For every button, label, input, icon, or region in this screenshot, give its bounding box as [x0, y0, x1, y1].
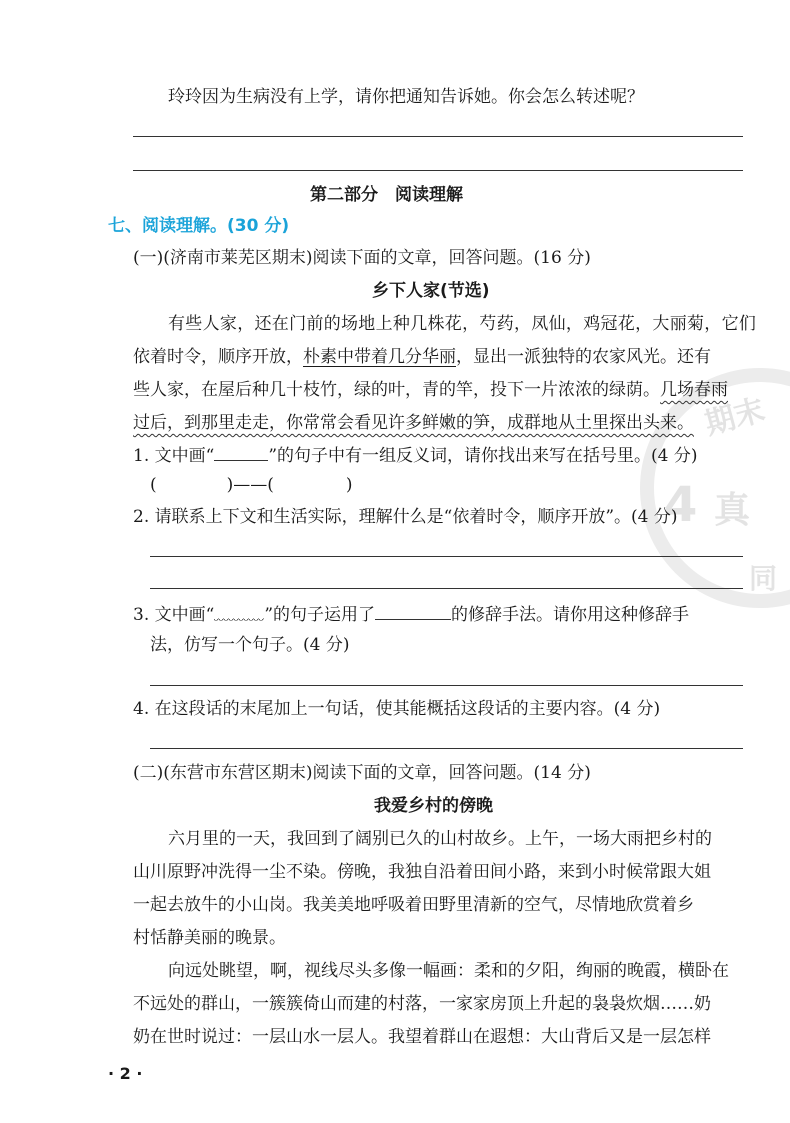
watermark-stamp [640, 368, 790, 608]
passage2-line: 六月里的一天，我回到了阔别已久的山村故乡。上午，一场大雨把乡村的 [168, 829, 712, 849]
wavy-underlined-sentence: 几场春雨 [660, 380, 728, 400]
passage1-text: 些人家，在屋后种几十枝竹，绿的叶，青的竿，投下一片浓浓的绿荫。 [133, 380, 660, 400]
part-title: 第二部分 阅读理解 [310, 185, 463, 205]
passage1-text: 依着时令，顺序开放， [133, 347, 303, 367]
question-2: 2. 请联系上下文和生活实际，理解什么是“依着时令，顺序开放”。(4 分) [133, 507, 678, 527]
underlined-sentence: 朴素中带着几分华丽 [303, 347, 456, 367]
wavy-marker [214, 602, 264, 620]
answer-line [150, 685, 743, 686]
question-3-cont: 法，仿写一个句子。(4 分) [150, 635, 350, 655]
answer-line [133, 170, 743, 171]
passage1-line [133, 345, 711, 369]
underline-marker [214, 442, 268, 461]
watermark-text: 期末 [701, 392, 769, 443]
intro-sentence: 玲玲因为生病没有上学，请你把通知告诉她。你会怎么转述呢？ [168, 87, 644, 107]
answer-line [150, 588, 743, 589]
question-3: 3. 文中画“ ”的句子运用了 的修辞手法。请你用这种修辞手 [133, 601, 689, 627]
watermark-text: 真 [714, 490, 751, 531]
passage2-source: (二)(东营市东营区期末)阅读下面的文章，回答问题。(14 分) [133, 763, 591, 783]
fill-blank[interactable] [375, 601, 451, 620]
q1-answer-parens: ( )——( ) [150, 475, 353, 495]
passage2-line: 向远处眺望，啊，视线尽头多像一幅画：柔和的夕阳，绚丽的晚霞，横卧在 [168, 961, 729, 981]
passage1-title: 乡下人家(节选) [372, 281, 490, 301]
question-4: 4. 在这段话的末尾加上一句话，使其能概括这段话的主要内容。(4 分) [133, 699, 661, 719]
passage2-line: 一起去放牛的小山岗。我美美地呼吸着田野里清新的空气，尽情地欣赏着乡 [133, 895, 694, 915]
passage1-line [133, 378, 728, 402]
watermark-text: 同 [749, 562, 778, 595]
passage1-source: (一)(济南市莱芜区期末)阅读下面的文章，回答问题。(16 分) [133, 248, 591, 268]
wavy-underlined-sentence: 过后，到那里走走，你常常会看见许多鲜嫩的笋，成群地从土里探出头来。 [133, 413, 694, 433]
answer-line [150, 556, 743, 557]
passage2-title: 我爱乡村的傍晚 [374, 796, 493, 816]
passage1-text: ，显出一派独特的农家风光。还有 [456, 347, 711, 367]
answer-line [133, 136, 743, 137]
passage2-line: 村恬静美丽的晚景。 [133, 928, 286, 948]
page-number: · 2 · [108, 1064, 143, 1083]
passage2-line: 山川原野冲洗得一尘不染。傍晚，我独自沿着田间小路，来到小时候常跟大姐 [133, 862, 711, 882]
passage1-line: 有些人家，还在门前的场地上种几株花，芍药，凤仙，鸡冠花，大丽菊，它们 [168, 314, 757, 334]
question-1: 1. 文中画“ ”的句子中有一组反义词，请你找出来写在括号里。(4 分) [133, 442, 698, 468]
watermark-text: 4 [664, 477, 698, 533]
answer-line [150, 748, 743, 749]
section-heading: 七、阅读理解。(30 分) [108, 216, 290, 236]
passage2-line: 不远处的群山，一簇簇倚山而建的村落，一家家房顶上升起的袅袅炊烟……奶 [133, 994, 711, 1014]
passage2-line: 奶在世时说过：一层山水一层人。我望着群山在遐想：大山背后又是一层怎样 [133, 1027, 711, 1047]
